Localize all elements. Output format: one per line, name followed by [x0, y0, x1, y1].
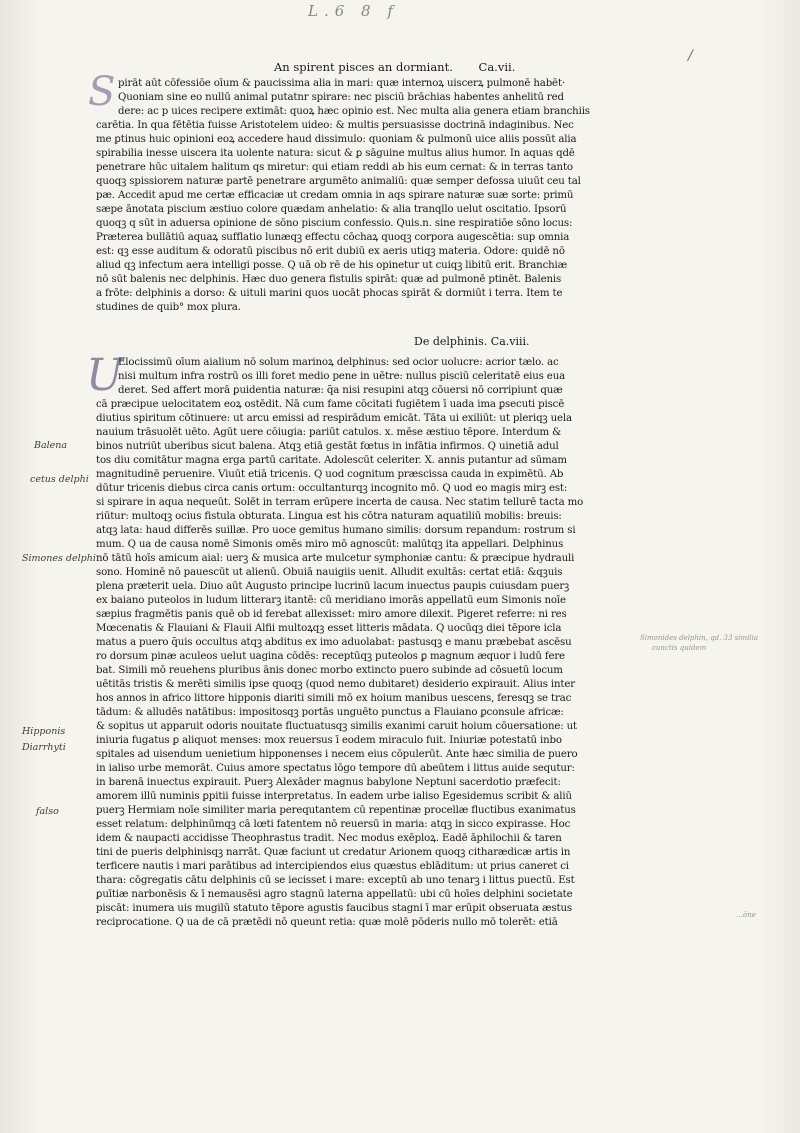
text-line: atqꝫ lata: haud differēs suillæ. Pro uoce gemitus humano similis: dorsum repandum: rostrum si — [96, 525, 576, 536]
text-line: idem & naupacti accidisse Theophrastus tradit. Nec modus exēploꝝ. Eadē āphilochii & taren — [96, 833, 562, 844]
text-line: bat. Simili mō reuehens pluribus ānis donec morbo extincto puero subinde ad cōsuetū locum — [96, 665, 563, 676]
text-line: ro dorsum pinæ aculeos uelut uagina cōdēs: receptūqꝫ puteolos ꝑ magnum æquor i ludū fere — [96, 651, 565, 662]
text-line: Præterea bullātiū aquaꝝ sufflatio lunæqꝫ effectu cōchaꝝ quoqꝫ corpora augescētia: sup omnia — [96, 232, 570, 243]
text-line: riūtur: multoqꝫ ocius fistula obturata. Lingua est his cōtra naturam aquatiliū mobilis: breuis: — [96, 511, 562, 522]
text-line: tādum: & alludēs natātibus: impositosqꝫ portās unguēto punctus a Flauiano ꝑconsule africæ: — [96, 707, 564, 718]
text-line: quoqꝫ q sūt in aduersa opinione de sōno piscium confessio. Quis.n. sine respiratiōe sōno locus: — [96, 218, 573, 229]
margin-note-diarrhyti: Diarrhyti — [22, 742, 66, 753]
text-line: uētitās tristis & merēti similis ipse quoqꝫ (quod nemo dubitaret) desiderio expirauit. Alius inter — [96, 679, 575, 690]
text-line: in ialiso urbe memorāt. Cuius amore spectatus lōgo tempore dū abeūtem i littus auide sequtur: — [96, 763, 575, 774]
text-line: spirabilia inesse uiscera ita uolente natura: sicut & ꝑ sāguine multus alius humor. In aquas qdē — [96, 148, 575, 159]
text-line: est: qꝫ esse auditum & odoratū piscibus nō erit dubiū ex aeris utiqꝫ materia. Odore: quidē nō — [96, 246, 565, 257]
text-line: ꝑuītiæ narbonēsis & ī nemausēsi agro stagnū laterna appellatū: ubi cū hoīes delphini societate — [96, 889, 573, 900]
margin-note-cetus-delphi: cetus delphi — [30, 474, 89, 485]
margin-note-falso: falso — [36, 806, 59, 817]
text-line: sæpe ānotata piscium æstiuo colore quædam anhelatio: & alia tranqllo uelut oscitatio. Ipsorū — [96, 204, 567, 215]
text-line: hos annos in africo littore hipponis diariti simili mō ex hoium manibus uescens, feresqꝫ se trac — [96, 693, 572, 704]
decorated-initial-u: U — [86, 350, 124, 401]
text-line: carētia. In qua fētētia fuisse Aristotelem uideo: & multis persuasisse doctrinā indaginibus. Nec — [96, 120, 574, 131]
text-line: magnitudinē peruenire. Viuūt etiā tricenis. Q uod cognitum præscissa cauda in expimētū. Ab — [96, 469, 564, 480]
margin-note-right-1: Simonides delphin, qd. 33 similia — [640, 634, 759, 642]
text-line: cā præcipue uelocitatem eoꝝ ostēdit. Nā cum fame cōcitati fugiētem ī uada ima ꝑsecuti piscē — [96, 399, 565, 410]
text-line: ex baiano puteolos in ludum litterarꝫ itantē: cū meridiano imorās appellatū eum Simonis noīe — [96, 595, 566, 606]
text-line: thara: cōgregatis cātu delphinis cū se iecisset i mare: exceptū ab uno tenarꝫ i littus puectū. Est — [96, 875, 575, 886]
chapter-8-heading: De delphinis. Ca.viii. — [414, 335, 530, 348]
text-line: quoqꝫ spissiorem naturæ partē penetrare argumēto animaliū: quæ semper defossa uiuūt ceu tal — [96, 176, 581, 187]
margin-note-simones-delphi: Simones delphi — [22, 553, 96, 564]
text-line: diutius spiritum cōtinuere: ut arcu emissi ad respirādum emicāt. Tāta ui exiliūt: ut pleriqꝫ uela — [96, 413, 572, 424]
text-line: mum. Q ua de causa nomē Simonis omēs miro mō agnoscūt: malūtqꝫ ita appellari. Delphinus — [96, 539, 564, 550]
margin-note-right-2: cunctis quidem — [652, 644, 707, 652]
text-line: reciprocatione. Q ua de cā prætēdi nō queunt retia: quæ molē pōderis nullo mō tolerēt: etiā — [96, 917, 558, 928]
text-line: Quoniam sine eo nullū animal putatnr spirare: nec pisciū brāchias habentes anhelitū red — [118, 92, 564, 103]
text-line: spitales ad uisendum uenietium hipponenses i necem eius cōpulerūt. Ante hæc similia de puero — [96, 749, 578, 760]
text-line: binos nutriūt uberibus sicut balena. Atqꝫ etiā gestāt fœtus in infātia infirmos. Q uinetiā adul — [96, 441, 559, 452]
text-line: penetrare hūc uitalem halitum qs miretur: qui etiam reddi ab his eum cernat: & in terras tanto — [96, 162, 573, 173]
margin-note-right-3: …ōne — [736, 911, 756, 919]
text-line: pirāt aūt cōfessiōe oīum & paucissima alia in mari: quæ internoꝝ uiscerꝝ pulmonē habēt· — [118, 78, 565, 89]
corner-pen-mark: / — [688, 48, 693, 64]
text-line: a frōte: delphinis a dorso: & uituli marini quos uocāt phocas spirāt & dormiūt i terra. Item te — [96, 288, 563, 299]
text-line: dūtur tricenis diebus circa canis ortum: occultanturqꝫ incognito mō. Q uod eo magis mirꝫ est: — [96, 483, 568, 494]
text-line: pæ. Accedit apud me certæ efficaciæ ut credam omnia in aqs spirare naturæ suæ sorte: primū — [96, 190, 574, 201]
text-line: nō tātū hoīs amicum aial: uerꝫ & musica arte mulcetur symphoniæ cantu: & præcipue hydrauli — [96, 553, 575, 564]
text-line: iniuria fugatus ꝑ aliquot menses: mox reuersus ī eodem miraculo fuit. Iniuriæ potestatū inbo — [96, 735, 562, 746]
text-line: dere: ac p uices recipere extimāt: quoꝝ hæc opinio est. Nec multa alia genera etiam branchiis — [118, 106, 590, 117]
text-line: deret. Sed affert morā ꝑuidentia naturæ: q̄a nisi resupini atqꝫ cōuersi nō corripiunt quæ — [118, 385, 563, 396]
text-line: in barenā inuectus expirauit. Puerꝫ Alexāder magnus babylone Neptuni sacerdotio præfecit: — [96, 777, 561, 788]
text-line: nisi multum infra rostrū os illi foret medio pene in uētre: nullus pisciū celeritatē eius eua — [118, 371, 566, 382]
text-line: esset relatum: delphinūmqꝫ cā lœti fatentem nō reuersū in maria: atqꝫ in sicco expirasse. Hoc — [96, 819, 571, 830]
text-line: sono. Hominē nō pauescūt ut alienū. Obuiā nauigiis uenit. Alludit exultās: certat etiā: &qꝫuis — [96, 567, 563, 578]
text-line: & sopitus ut apparuit odoris nouitate fluctuatusqꝫ similis exanimi caruit hoium cōuersatione: ut — [96, 721, 578, 732]
text-line: nauium trāsuolēt uēto. Agūt uere cōiugia: pariūt catulos. x. mēse æstiuo tēpore. Interdum & — [96, 427, 562, 438]
decorated-initial-s: S — [88, 69, 116, 115]
text-line: Mœcenatis & Flauiani & Flauii Alfii multoꝝqꝫ esset litteris mādata. Q uocūqꝫ diei tēpore icla — [96, 623, 562, 634]
margin-note-balena: Balena — [34, 440, 68, 451]
text-line: nō sūt balenis nec delphinis. Hæc duo genera fistulis spirāt: quæ ad pulmonē ptinēt. Balenis — [96, 274, 562, 285]
text-line: Elocissimū oīum aialium nō solum marinoꝝ delphinus: sed ocior uolucre: acrior tælo. ac — [118, 357, 559, 368]
running-head — [274, 60, 515, 74]
running-head-title: An spirent pisces an dormiant. — [274, 60, 453, 74]
text-line: sæpius fragmētis panis quē ob id ferebat allexisset: miro amore dilexit. Pigeret referre: ni res — [96, 609, 567, 620]
text-line: puerꝫ Hermiam noīe similiter maria perequtantem cū repentinæ procellæ fluctibus exanimatus — [96, 805, 576, 816]
text-line: si spirare in aqua nequeūt. Solēt in terram erūpere incerta de causa. Nec statim tellurē tacta mo — [96, 497, 584, 508]
text-line: plena præterit uela. Diuo aūt Augusto principe lucrinū lacum inuectus paupis cuiusdam puerꝫ — [96, 581, 570, 592]
text-line: tos diu comitātur magna erga partū caritate. Adolescūt celeriter. X. annis putantur ad sūmam — [96, 455, 567, 466]
running-head-chapter: Ca.vii. — [478, 60, 516, 74]
text-line: matus a puero q̄uis occultus atqꝫ abditus ex imo aduolabat: pastusqꝫ e manu præbebat ascēsu — [96, 637, 572, 648]
text-line: studines de quib° mox plura. — [96, 302, 241, 313]
text-line: terficere nautis i mari parātibus ad intercipiendos eius quæstus eblāditum: ut prius caneret ci — [96, 861, 569, 872]
text-line: amorem illū numinis ꝑpitii fuisse interpretatus. In eadem urbe ialiso Egesidemus scribit & aliū — [96, 791, 572, 802]
folio-mark: L.6 8 f — [308, 2, 399, 20]
margin-note-hipponis: Hipponis — [22, 726, 66, 737]
text-line: piscāt: inumera uis mugilū statuto tēpore agustis faucibus stagni ī mar erūpit obseruata æstus — [96, 903, 572, 914]
text-line: me ꝑtinus huic opinioni eoꝝ accedere haud dissimulo: quoniam & pulmonū uice aliis possūt alia — [96, 134, 577, 145]
text-line: aliud qꝫ infectum aera intelligi posse. Q uā ob rē de his opinetur ut cuiqꝫ libitū erit. Branchiæ — [96, 260, 568, 271]
text-line: tini de pueris delphinisqꝫ narrāt. Quæ faciunt ut credatur Arionem quoqꝫ citharædicæ artis in — [96, 847, 571, 858]
